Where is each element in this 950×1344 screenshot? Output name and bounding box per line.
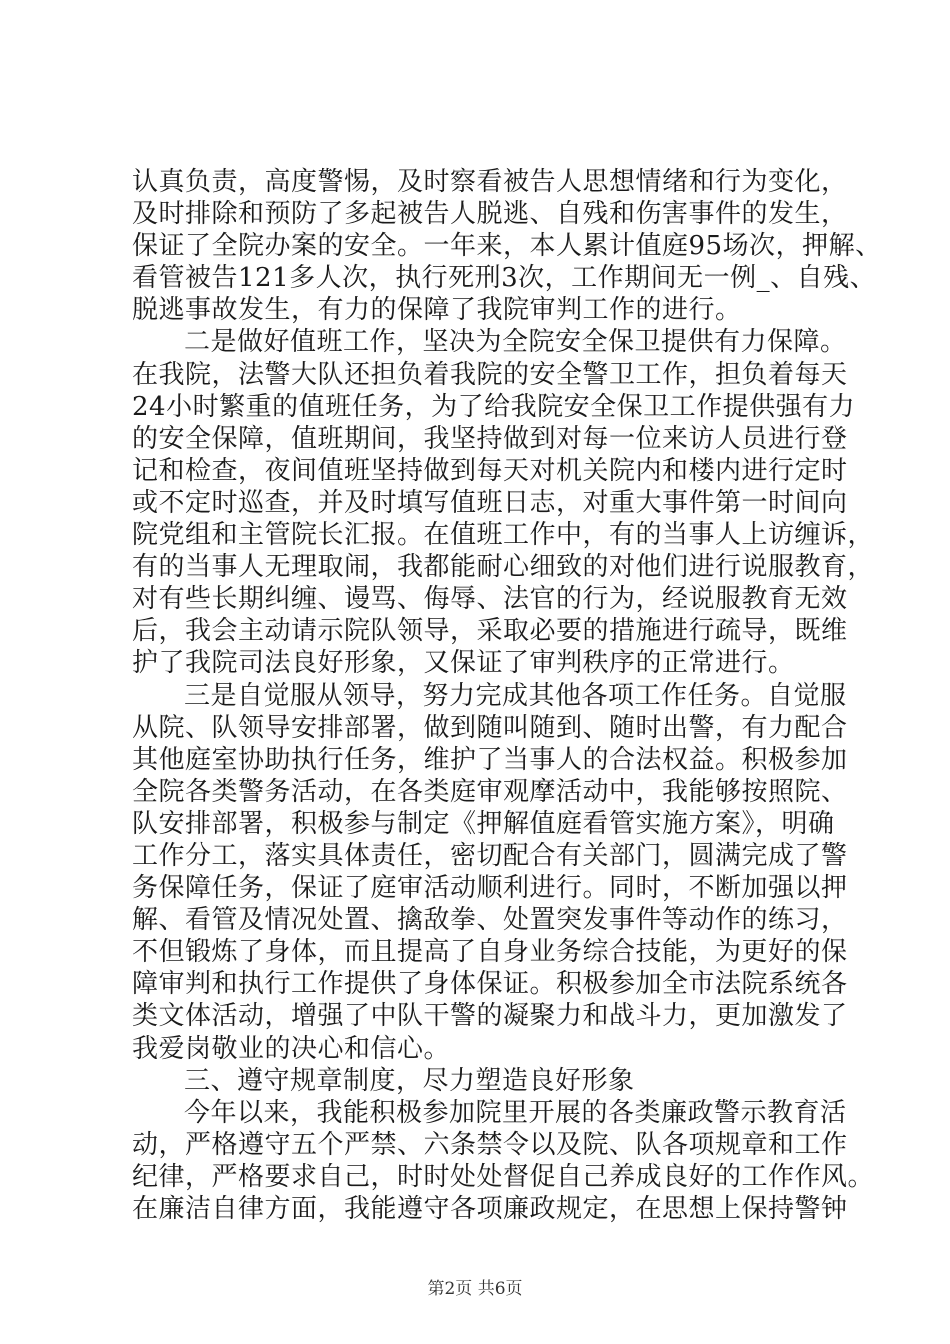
text-line: 及时排除和预防了多起被告人脱逃、自残和伤害事件的发生，: [132, 199, 848, 230]
text-line: 从院、队领导安排部署，做到随叫随到、随时出警，有力配合: [132, 712, 848, 743]
paragraph: [132, 166, 882, 326]
text-line: 在我院，法警大队还担负着我院的安全警卫工作，担负着每天: [132, 359, 848, 390]
text-line: 全院各类警务活动，在各类庭审观摩活动中，我能够按照院、: [132, 776, 848, 807]
text-line: 三是自觉服从领导，努力完成其他各项工作任务。自觉服: [184, 680, 847, 711]
text-line: 今年以来，我能积极参加院里开展的各类廉政警示教育活: [184, 1097, 847, 1128]
text-line: 动，严格遵守五个严禁、六条禁令以及院、队各项规章和工作: [132, 1129, 848, 1160]
text-line: 工作分工，落实具体责任，密切配合有关部门，圆满完成了警: [132, 840, 848, 871]
text-line: 类文体活动，增强了中队干警的凝聚力和战斗力，更加激发了: [132, 1001, 848, 1032]
text-line: 队安排部署，积极参与制定《押解值庭看管实施方案》，明确: [132, 808, 835, 839]
text-line: 保证了全院办案的安全。一年来，本人累计值庭95场次，押解、: [132, 231, 882, 262]
text-line: 看管被告121多人次，执行死刑3次，工作期间无一例_、自残、: [132, 263, 877, 294]
text-line: 院党组和主管院长汇报。在值班工作中，有的当事人上访缠诉，: [132, 520, 875, 551]
document-body: [132, 166, 882, 1225]
text-line: 后，我会主动请示院队领导，采取必要的措施进行疏导，既维: [132, 616, 848, 647]
text-line: 二是做好值班工作，坚决为全院安全保卫提供有力保障。: [184, 327, 847, 358]
text-line: 脱逃事故发生，有力的保障了我院审判工作的进行。: [132, 295, 742, 326]
text-line: 我爱岗敬业的决心和信心。: [132, 1033, 451, 1064]
text-line: 认真负责，高度警惕，及时察看被告人思想情绪和行为变化，: [132, 167, 848, 197]
text-line: 的安全保障，值班期间，我坚持做到对每一位来访人员进行登: [132, 423, 848, 454]
paragraph: [132, 326, 875, 679]
text-line: 纪律，严格要求自己，时时处处督促自己养成良好的工作作风。: [132, 1161, 875, 1192]
text-line: 不但锻炼了身体，而且提高了自身业务综合技能，为更好的保: [132, 937, 848, 968]
text-line: 对有些长期纠缠、谩骂、侮辱、法官的行为，经说服教育无效: [132, 584, 848, 615]
text-line: 有的当事人无理取闹，我都能耐心细致的对他们进行说服教育，: [132, 552, 875, 583]
page-number-label: 第2页 共6页: [427, 1279, 523, 1299]
text-line: 护了我院司法良好形象，又保证了审判秩序的正常进行。: [132, 648, 795, 679]
text-line: 在廉洁自律方面，我能遵守各项廉政规定，在思想上保持警钟: [132, 1194, 848, 1224]
page-footer: [0, 1278, 950, 1300]
paragraph: [132, 680, 848, 1065]
paragraph: [132, 1097, 875, 1225]
text-line: 解、看管及情况处置、擒敌拳、处置突发事件等动作的练习，: [132, 905, 848, 936]
paragraph: [132, 1065, 832, 1097]
text-line: 其他庭室协助执行任务，维护了当事人的合法权益。积极参加: [132, 744, 848, 775]
text-line: 24小时繁重的值班任务，为了给我院安全保卫工作提供强有力: [132, 391, 856, 422]
text-line: 或不定时巡查，并及时填写值班日志，对重大事件第一时间向: [132, 487, 848, 518]
text-line: 务保障任务，保证了庭审活动顺利进行。同时，不断加强以押: [132, 873, 848, 904]
text-line: 障审判和执行工作提供了身体保证。积极参加全市法院系统各: [132, 969, 848, 1000]
text-line: 记和检查，夜间值班坚持做到每天对机关院内和楼内进行定时: [132, 455, 848, 486]
text-line: 三、遵守规章制度，尽力塑造良好形象: [184, 1065, 635, 1096]
